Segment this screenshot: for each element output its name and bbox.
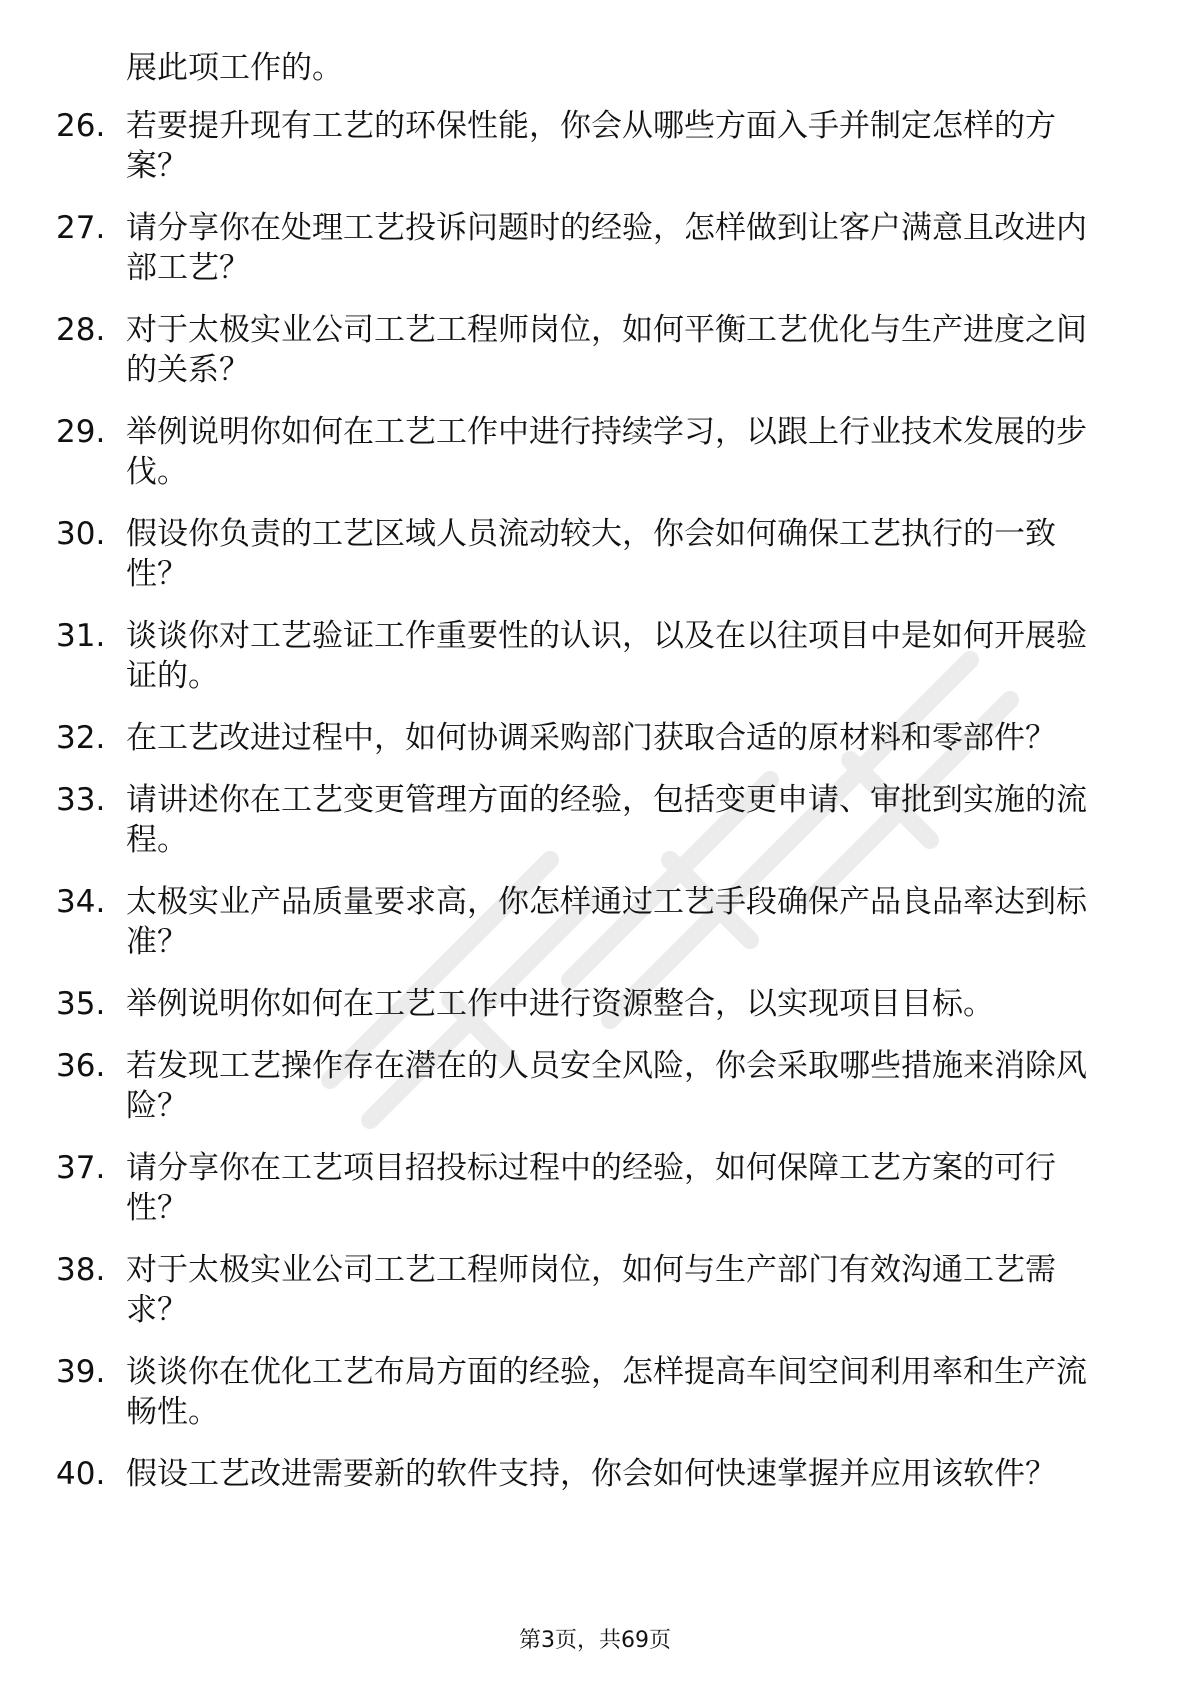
question-number: 39. [56,1354,106,1390]
question-text: 请分享你在处理工艺投诉问题时的经验，怎样做到让客户满意且改进内部工艺？ [126,210,1087,286]
question-text: 请讲述你在工艺变更管理方面的经验，包括变更申请、审批到实施的流程。 [126,782,1087,858]
question-number: 26. [56,108,106,144]
page-footer: 第3页，共69页 [519,1628,671,1653]
question-text: 对于太极实业公司工艺工程师岗位，如何平衡工艺优化与生产进度之间的关系？ [126,312,1087,388]
question-number: 35. [56,986,106,1022]
question-number: 29. [56,414,106,450]
question-number: 40. [56,1456,106,1492]
question-text: 太极实业产品质量要求高，你怎样通过工艺手段确保产品良品率达到标准？ [126,884,1087,960]
question-text: 若要提升现有工艺的环保性能，你会从哪些方面入手并制定怎样的方案？ [126,108,1056,184]
question-number: 36. [56,1048,106,1084]
list-item [0,412,1190,492]
question-number: 31. [56,618,106,654]
question-number: 27. [56,210,106,246]
question-text: 假设工艺改进需要新的软件支持，你会如何快速掌握并应用该软件？ [126,1456,1056,1492]
question-text: 谈谈你在优化工艺布局方面的经验，怎样提高车间空间利用率和生产流畅性。 [126,1354,1087,1430]
question-text: 在工艺改进过程中，如何协调采购部门获取合适的原材料和零部件？ [126,720,1056,756]
question-text: 谈谈你对工艺验证工作重要性的认识，以及在以往项目中是如何开展验证的。 [126,618,1087,694]
list-item [0,310,1190,390]
list-item [0,1046,1190,1126]
question-text: 假设你负责的工艺区域人员流动较大，你会如何确保工艺执行的一致性？ [126,516,1056,592]
question-list [0,106,1190,1516]
question-number: 37. [56,1150,106,1186]
list-item [0,718,1190,758]
question-number: 33. [56,782,106,818]
question-number: 34. [56,884,106,920]
question-number: 32. [56,720,106,756]
question-text: 举例说明你如何在工艺工作中进行资源整合，以实现项目目标。 [126,986,994,1022]
question-number: 38. [56,1252,106,1288]
list-item [0,780,1190,860]
list-item [0,208,1190,288]
question-text: 请分享你在工艺项目招投标过程中的经验，如何保障工艺方案的可行性？ [126,1150,1056,1226]
question-number: 30. [56,516,106,552]
question-number: 28. [56,312,106,348]
list-item [0,882,1190,962]
list-item [0,1454,1190,1494]
list-item [0,514,1190,594]
list-item [0,1148,1190,1228]
question-text: 对于太极实业公司工艺工程师岗位，如何与生产部门有效沟通工艺需求？ [126,1252,1056,1328]
list-item [0,616,1190,696]
continuation-text: 展此项工作的。 [126,50,343,86]
question-text: 若发现工艺操作存在潜在的人员安全风险，你会采取哪些措施来消除风险？ [126,1048,1087,1124]
list-item [0,106,1190,186]
list-item [0,984,1190,1024]
list-item [0,1250,1190,1330]
list-item [0,1352,1190,1432]
question-text: 举例说明你如何在工艺工作中进行持续学习，以跟上行业技术发展的步伐。 [126,414,1087,490]
